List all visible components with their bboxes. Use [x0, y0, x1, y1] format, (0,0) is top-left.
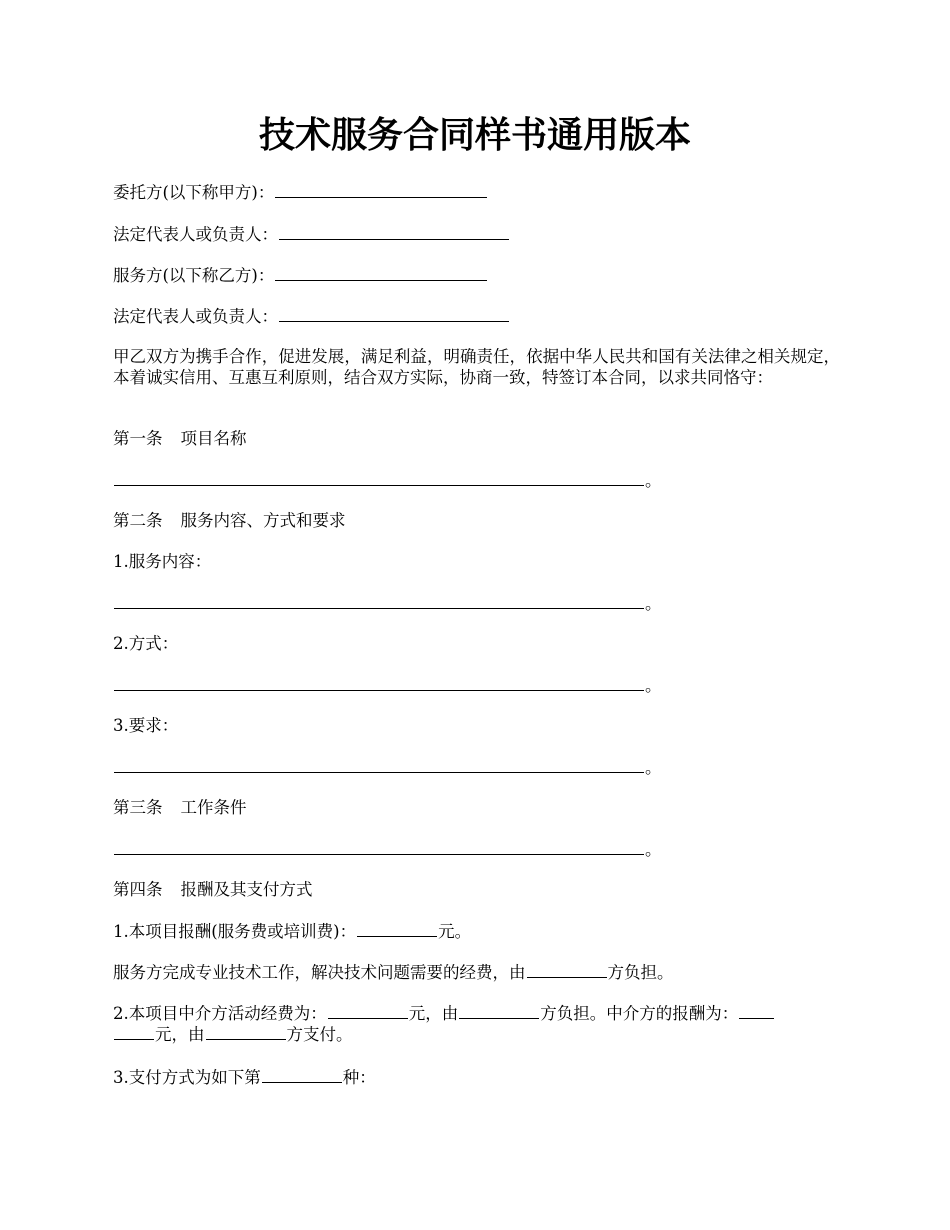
method-label: 2.方式： — [113, 634, 179, 653]
client-rep-label: 法定代表人或负责人： — [113, 225, 278, 244]
method-blank[interactable] — [114, 674, 644, 691]
provider-rep-field — [113, 305, 843, 328]
client-field — [113, 181, 843, 204]
client-blank[interactable] — [275, 181, 487, 198]
article-1-title: 项目名称 — [180, 429, 247, 448]
provider-rep-label: 法定代表人或负责人： — [113, 307, 278, 326]
article-2-number: 第二条 — [113, 511, 163, 530]
payment-method-suffix: 种： — [342, 1068, 376, 1087]
article-4-heading — [113, 879, 843, 901]
provider-field — [113, 264, 843, 287]
article-1-number: 第一条 — [113, 429, 163, 448]
fee-label: 1.本项目报酬(服务费或培训费)： — [113, 922, 357, 941]
intermediary-reward-blank-a[interactable] — [739, 1002, 774, 1019]
fee-blank[interactable] — [357, 920, 437, 937]
client-rep-field — [113, 223, 843, 246]
expense-party-blank[interactable] — [527, 961, 607, 978]
article-4-title: 报酬及其支付方式 — [180, 880, 313, 899]
provider-label: 服务方(以下称乙方)： — [113, 266, 275, 285]
requirements-line — [113, 756, 843, 779]
period: 。 — [645, 758, 662, 777]
intermediary-fee-blank[interactable] — [328, 1002, 408, 1019]
article-4-number: 第四条 — [113, 880, 163, 899]
service-content-line — [113, 592, 843, 615]
service-content-label: 1.服务内容： — [113, 552, 212, 571]
payment-method-line — [113, 1066, 843, 1089]
requirements-label: 3.要求： — [113, 716, 179, 735]
project-name-blank[interactable] — [114, 469, 644, 486]
intermediary-party-blank[interactable] — [459, 1002, 539, 1019]
method-line — [113, 674, 843, 697]
article-3-number: 第三条 — [113, 798, 163, 817]
intermediary-text-d: 方支付。 — [286, 1025, 353, 1044]
intermediary-text-b: 方负担。中介方的报酬为： — [540, 1004, 739, 1023]
intermediary-reward-blank-b[interactable] — [114, 1023, 154, 1040]
service-content-blank[interactable] — [114, 592, 644, 609]
article-1-blank-line — [113, 469, 843, 492]
intermediary-text-a: 元，由 — [408, 1004, 459, 1023]
fee-unit: 元。 — [438, 922, 472, 941]
period: 。 — [645, 676, 662, 695]
article-2-title: 服务内容、方式和要求 — [180, 511, 346, 530]
article-1-heading — [113, 428, 843, 450]
requirements-blank[interactable] — [114, 756, 644, 773]
work-conditions-blank[interactable] — [114, 838, 644, 855]
period: 。 — [645, 471, 662, 490]
period: 。 — [645, 840, 662, 859]
intermediary-line-1 — [113, 1002, 843, 1025]
fee-line — [113, 920, 843, 943]
intermediary-payer-blank[interactable] — [206, 1023, 286, 1040]
client-label: 委托方(以下称甲方)： — [113, 183, 275, 202]
article-3-heading — [113, 797, 843, 819]
expense-label: 服务方完成专业技术工作，解决技术问题需要的经费，由 — [113, 963, 526, 982]
intro-paragraph: 甲乙双方为携手合作，促进发展，满足利益，明确责任，依据中华人民共和国有关法律之相关规定，本着诚实信用、互惠互利原则，结合双方实际，协商一致，特签订本合同，以求共同恪守： — [113, 347, 840, 387]
payment-method-blank[interactable] — [262, 1066, 342, 1083]
article-2-heading — [113, 510, 843, 532]
client-rep-blank[interactable] — [279, 223, 509, 240]
payment-method-label: 3.支付方式为如下第 — [113, 1068, 261, 1087]
provider-rep-blank[interactable] — [279, 305, 509, 322]
expense-line — [113, 961, 843, 984]
intermediary-label: 2.本项目中介方活动经费为： — [113, 1004, 327, 1023]
provider-blank[interactable] — [275, 264, 487, 281]
article-3-title: 工作条件 — [180, 798, 247, 817]
period: 。 — [645, 594, 662, 613]
document-title: 技术服务合同样书通用版本 — [258, 115, 691, 156]
expense-suffix: 方负担。 — [607, 963, 674, 982]
intermediary-line-2 — [113, 1023, 843, 1046]
work-conditions-line — [113, 838, 843, 861]
intermediary-text-c: 元，由 — [155, 1025, 205, 1044]
